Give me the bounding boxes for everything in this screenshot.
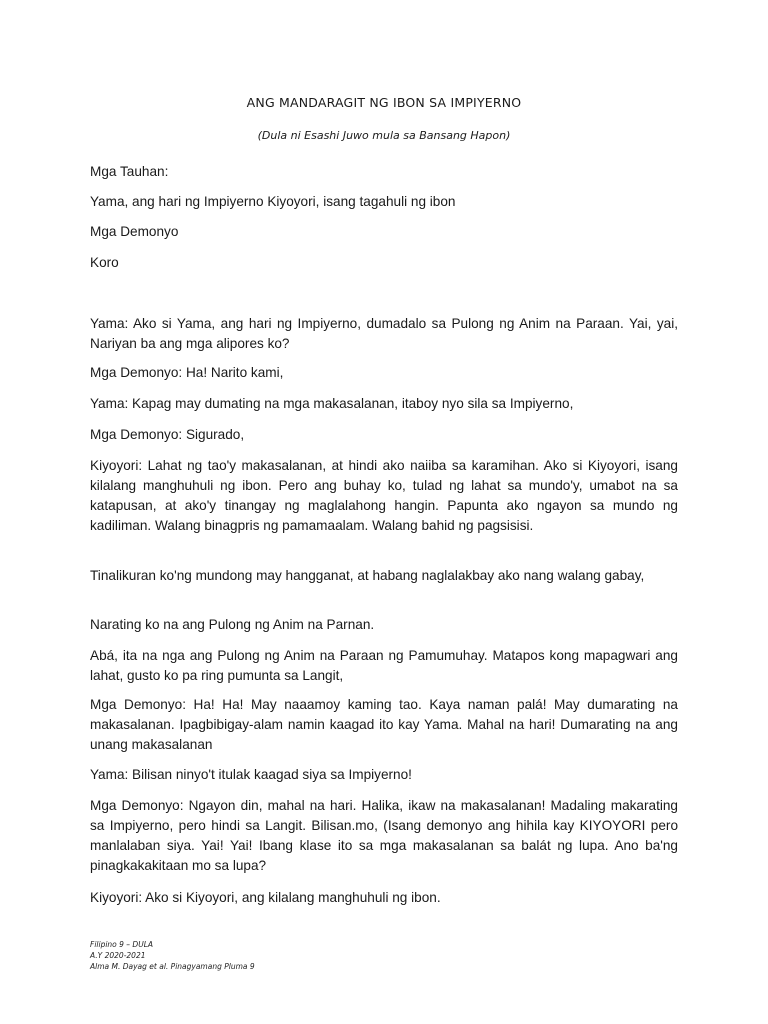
dialogue-paragraph: Abá, ita na nga ang Pulong ng Anim na Paraan ng Pamumuhay. Matapos kong mapagwari ang lahat, gusto ko pa ring pumunta sa Langit, (90, 648, 678, 683)
footer-line: A.Y 2020-2021 (90, 951, 146, 960)
dialogue-paragraph: Mga Demonyo: Sigurado, (90, 427, 245, 442)
dialogue-paragraph: Mga Demonyo: Ngayon din, mahal na hari. Halika, ikaw na makasalanan! Madaling makarating sa Impiyerno, pero hindi sa Langit. Bilisan.mo, (Isang demonyo ang hihila kay KIYOYORI pero manlalaban siya. Yai! Yai! Ibang klase ito sa mga makasalanan sa balát ng lupa. Ano ba'ng pinagkakakitaan mo sa lupa? (90, 798, 678, 873)
footer-line: Filipino 9 – DULA (90, 940, 153, 949)
character-item: Mga Demonyo (90, 224, 179, 239)
dialogue-paragraph: Yama: Kapag may dumating na mga makasalanan, itaboy nyo sila sa Impiyerno, (90, 396, 574, 411)
dialogue-paragraph: Kiyoyori: Lahat ng tao'y makasalanan, at hindi ako naiiba sa karamihan. Ako si Kiyoyori, isang kilalang manghuhuli ng ibon. Pero ang buhay ko, tulad ng lahat sa mundo'y, umabot na sa katapusan, at ako'y tinangay ng maglalahong hangin. Papunta ako ngayon sa mundo ng kadiliman. Walang binagpris ng pamamaalam. Walang bahid ng pagsisisi. (90, 458, 678, 533)
dialogue-paragraph: Kiyoyori: Ako si Kiyoyori, ang kilalang manghuhuli ng ibon. (90, 890, 441, 905)
dialogue-paragraph: Yama: Ako si Yama, ang hari ng Impiyerno, dumadalo sa Pulong ng Anim na Paraan. Yai, yai, Nariyan ba ang mga alipores ko? (90, 316, 678, 351)
character-item: Koro (90, 255, 119, 270)
dialogue-paragraph: Tinalikuran ko'ng mundong may hangganat, at habang naglalakbay ako nang walang gabay, (90, 568, 645, 583)
document-title: ANG MANDARAGIT NG IBON SA IMPIYERNO (246, 95, 522, 110)
document-subtitle: (Dula ni Esashi Juwo mula sa Bansang Hapon) (257, 129, 511, 142)
dialogue-paragraph: Mga Demonyo: Ha! Ha! May naaamoy kaming tao. Kaya naman palá! May dumarating na makasalanan. Ipagbibigay-alam namin kaagad ito kay Yama. Mahal na hari! Dumarating na ang unang makasalanan (90, 697, 678, 752)
footer-line: Alma M. Dayag et al. Pinagyamang Pluma 9 (90, 962, 255, 971)
document-footer (90, 939, 255, 972)
dialogue-paragraph: Mga Demonyo: Ha! Narito kami, (90, 365, 284, 380)
dialogue-paragraph: Yama: Bilisan ninyo't itulak kaagad siya sa Impiyerno! (90, 767, 412, 782)
character-item: Yama, ang hari ng Impiyerno Kiyoyori, isang tagahuli ng ibon (90, 194, 456, 209)
dialogue-paragraph: Narating ko na ang Pulong ng Anim na Parnan. (90, 617, 375, 632)
characters-heading: Mga Tauhan: (90, 164, 169, 179)
